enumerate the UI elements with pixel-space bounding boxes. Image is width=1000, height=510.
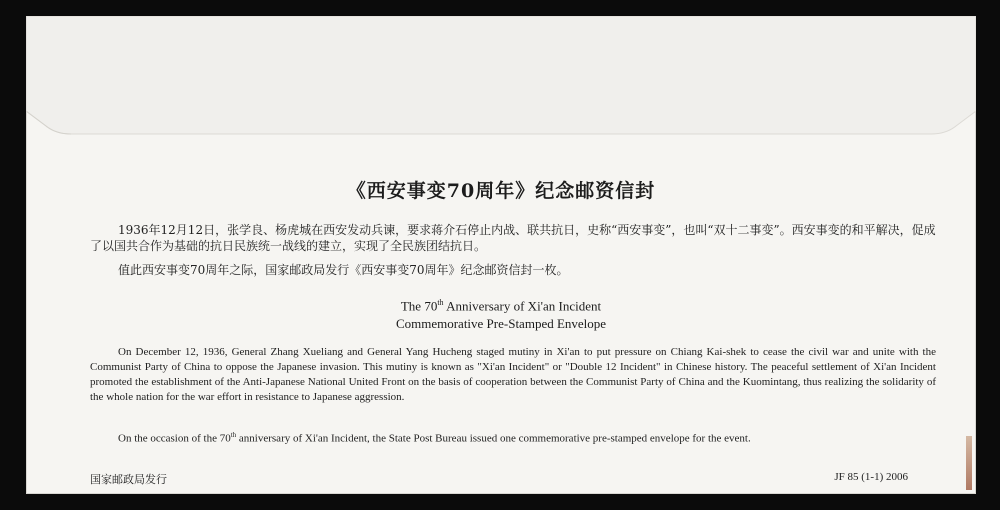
envelope-back bbox=[26, 16, 976, 494]
title-chinese: 《西安事变70周年》纪念邮资信封 bbox=[346, 180, 656, 202]
paragraph-english-1: On December 12, 1936, General Zhang Xueliang and General Yang Hucheng staged mutiny in Xi'an to put pressure on Chiang Kai-shek to cease the civil war and unite with the Communist Party of China to oppose the Japanese invasion. This mutiny is known as "Xi'an Incident" or "Double 12 Incident" in Chinese history. The peaceful settlement of Xi'an Incident promoted the establishment of the Anti-Japanese National United Front on the basis of cooperation between the Communist Party of China and the Kuomintang, thus realizing the solidarity of the whole nation for the war effort in resistance to Japanese aggression. bbox=[90, 346, 936, 403]
title-english-1-sup: th bbox=[437, 298, 444, 307]
paragraph-chinese-1: 1936年12月12日，张学良、杨虎城在西安发动兵谏，要求蒋介石停止内战、联共抗日，史称“西安事变”，也叫“双十二事变”。西安事变的和平解决，促成了以国共合作为基础的抗日民族统一战线的建立，实现了全民族团结抗日。 bbox=[90, 223, 936, 253]
title-english-line-1 bbox=[26, 298, 976, 314]
envelope-flap bbox=[26, 16, 976, 166]
paragraph-chinese-2: 值此西安事变70周年之际，国家邮政局发行《西安事变70周年》纪念邮资信封一枚。 bbox=[118, 263, 569, 277]
envelope-code: JF 85 (1-1) 2006 bbox=[834, 471, 908, 483]
title-english-1-pre: The 70 bbox=[400, 298, 438, 314]
paragraph-english-2 bbox=[90, 428, 936, 447]
edge-stripe bbox=[966, 436, 972, 490]
title-english-line-2: Commemorative Pre-Stamped Envelope bbox=[395, 316, 607, 331]
title-english-1-post: Anniversary of Xi'an Incident bbox=[443, 298, 602, 314]
paragraph-english-2-pre: On the occasion of the 70 bbox=[118, 432, 231, 445]
paragraph-english-2-sup: th bbox=[230, 431, 237, 439]
issuer-label: 国家邮政局发行 bbox=[90, 473, 167, 486]
paragraph-english-2-post: anniversary of Xi'an Incident, the State Post Bureau issued one commemorative pre-stamped envelope for the event. bbox=[236, 432, 751, 445]
